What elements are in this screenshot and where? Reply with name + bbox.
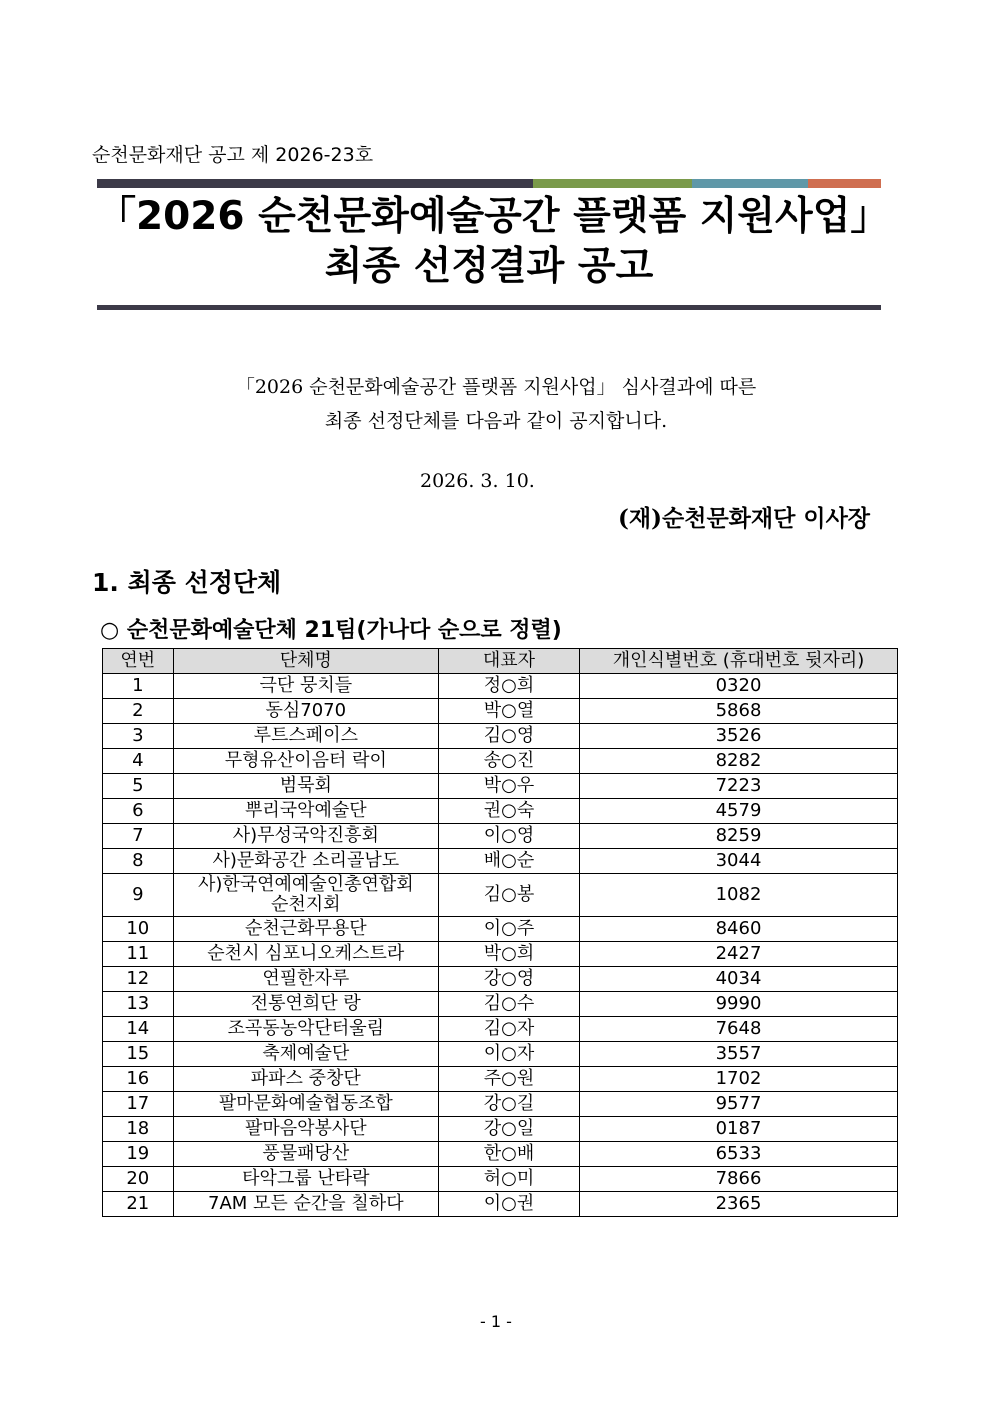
cell-name: [173, 1017, 438, 1042]
cell-rep: 김○자: [438, 1017, 579, 1042]
cell-id: 7223: [580, 774, 898, 799]
cell-name: [173, 849, 438, 874]
cell-name: [173, 917, 438, 942]
cell-id: 4579: [580, 799, 898, 824]
cell-name: [173, 1167, 438, 1192]
cell-id: 2427: [580, 942, 898, 967]
notice-number: 순천문화재단 공고 제 2026-23호: [92, 144, 374, 166]
table-row: [103, 1067, 898, 1092]
cell-no: 18: [103, 1117, 174, 1142]
cell-name: [173, 824, 438, 849]
cell-rep: 박○희: [438, 942, 579, 967]
cell-name-line: 전통연희단 랑: [250, 993, 361, 1014]
cell-no: 9: [103, 874, 174, 917]
table-row: [103, 1117, 898, 1142]
cell-rep: 김○수: [438, 992, 579, 1017]
cell-id: 1082: [580, 874, 898, 917]
cell-no: 6: [103, 799, 174, 824]
cell-name: [173, 874, 438, 917]
table-row: [103, 1142, 898, 1167]
cell-name-line: 타악그룹 난타락: [242, 1168, 370, 1189]
cell-no: 20: [103, 1167, 174, 1192]
title-line-2: 최종 선정결과 공고: [324, 244, 654, 289]
cell-id: 9577: [580, 1092, 898, 1117]
cell-name: [173, 1092, 438, 1117]
header-id: 개인식별번호 (휴대번호 뒷자리): [580, 649, 898, 674]
notice-date: 2026. 3. 10.: [420, 470, 535, 492]
cell-name-line: 파파스 중창단: [250, 1068, 361, 1089]
table-row: [103, 824, 898, 849]
cell-rep: 주○원: [438, 1067, 579, 1092]
cell-id: 0320: [580, 674, 898, 699]
cell-rep: 강○일: [438, 1117, 579, 1142]
cell-rep: 배○순: [438, 849, 579, 874]
table-row: [103, 799, 898, 824]
cell-id: 8282: [580, 749, 898, 774]
cell-rep: 권○숙: [438, 799, 579, 824]
color-bar-segment-1: [97, 179, 533, 188]
cell-no: 8: [103, 849, 174, 874]
cell-name: [173, 799, 438, 824]
cell-id: 7866: [580, 1167, 898, 1192]
cell-id: 9990: [580, 992, 898, 1017]
cell-name: [173, 1192, 438, 1217]
table-row: [103, 992, 898, 1017]
cell-name: [173, 774, 438, 799]
cell-no: 10: [103, 917, 174, 942]
cell-id: 2365: [580, 1192, 898, 1217]
cell-id: 8460: [580, 917, 898, 942]
cell-name-line: 축제예술단: [262, 1043, 350, 1064]
section-heading: 1. 최종 선정단체: [92, 568, 282, 597]
cell-id: 3557: [580, 1042, 898, 1067]
cell-name: [173, 967, 438, 992]
cell-id: 4034: [580, 967, 898, 992]
cell-name-line: 범묵회: [279, 775, 332, 796]
color-bar-segment-4: [808, 179, 881, 188]
table-row: [103, 749, 898, 774]
cell-name: [173, 942, 438, 967]
cell-no: 13: [103, 992, 174, 1017]
cell-name-line: 순천근화무용단: [244, 918, 367, 939]
cell-no: 2: [103, 699, 174, 724]
cell-id: 5868: [580, 699, 898, 724]
header-name: 단체명: [173, 649, 438, 674]
table-row: [103, 724, 898, 749]
cell-rep: 김○봉: [438, 874, 579, 917]
cell-no: 17: [103, 1092, 174, 1117]
cell-rep: 송○진: [438, 749, 579, 774]
cell-no: 7: [103, 824, 174, 849]
table-row: [103, 874, 898, 917]
table-row: [103, 1017, 898, 1042]
cell-rep: 이○자: [438, 1042, 579, 1067]
cell-rep: 박○열: [438, 699, 579, 724]
cell-name-line: 7AM 모든 순간을 칠하다: [208, 1193, 404, 1214]
cell-no: 4: [103, 749, 174, 774]
cell-no: 3: [103, 724, 174, 749]
cell-name-line: 팔마음악봉사단: [244, 1118, 367, 1139]
cell-id: 3044: [580, 849, 898, 874]
page-title: [97, 192, 890, 292]
cell-name-line: 팔마문화예술협동조합: [218, 1093, 393, 1114]
table-row: [103, 1092, 898, 1117]
cell-name-line: 루트스페이스: [253, 725, 358, 746]
color-bar-segment-3: [692, 179, 808, 188]
table-body: [103, 674, 898, 1217]
cell-name: [173, 1067, 438, 1092]
title-color-bar: [97, 179, 881, 188]
cell-no: 21: [103, 1192, 174, 1217]
cell-name-line: 동심7070: [265, 700, 347, 721]
header-rep: 대표자: [438, 649, 579, 674]
cell-no: 12: [103, 967, 174, 992]
cell-rep: 강○길: [438, 1092, 579, 1117]
cell-name: [173, 992, 438, 1017]
cell-id: 7648: [580, 1017, 898, 1042]
cell-no: 14: [103, 1017, 174, 1042]
cell-name-line: 사)무성국악진흥회: [232, 825, 379, 846]
cell-name-line: 무형유산이음터 락이: [224, 750, 387, 771]
cell-name: [173, 749, 438, 774]
cell-no: 5: [103, 774, 174, 799]
cell-no: 11: [103, 942, 174, 967]
table-row: [103, 967, 898, 992]
cell-name-line: 사)한국연예예술인총연합회: [197, 874, 414, 895]
cell-id: 0187: [580, 1117, 898, 1142]
cell-name: [173, 1042, 438, 1067]
cell-name-line: 풍물패당산: [262, 1143, 350, 1164]
cell-rep: 이○영: [438, 824, 579, 849]
selection-table: [102, 648, 898, 1217]
header-no: 연번: [103, 649, 174, 674]
cell-rep: 김○영: [438, 724, 579, 749]
cell-name: [173, 724, 438, 749]
table-row: [103, 917, 898, 942]
signer: (재)순천문화재단 이사장: [618, 505, 870, 532]
cell-name: [173, 674, 438, 699]
cell-no: 15: [103, 1042, 174, 1067]
cell-rep: 강○영: [438, 967, 579, 992]
cell-rep: 이○주: [438, 917, 579, 942]
cell-no: 1: [103, 674, 174, 699]
table-row: [103, 1192, 898, 1217]
table-row: [103, 942, 898, 967]
cell-name-line: 사)문화공간 소리골남도: [212, 850, 400, 871]
cell-id: 1702: [580, 1067, 898, 1092]
page-number: - 1 -: [480, 1312, 512, 1331]
cell-name: [173, 699, 438, 724]
intro-paragraph: [0, 370, 992, 438]
table-row: [103, 1042, 898, 1067]
cell-name-line: 순천시 심포니오케스트라: [207, 943, 405, 964]
cell-no: 19: [103, 1142, 174, 1167]
cell-id: 3526: [580, 724, 898, 749]
subsection-heading: ○ 순천문화예술단체 21팀(가나다 순으로 정렬): [100, 618, 562, 643]
table-row: [103, 849, 898, 874]
cell-rep: 이○권: [438, 1192, 579, 1217]
table-row: [103, 1167, 898, 1192]
table-row: [103, 699, 898, 724]
cell-no: 16: [103, 1067, 174, 1092]
intro-line-1: 「2026 순천문화예술공간 플랫폼 지원사업」 심사결과에 따른: [235, 376, 757, 398]
cell-name-line: 조곡동농악단터울림: [227, 1018, 385, 1039]
cell-name: [173, 1117, 438, 1142]
table-row: [103, 674, 898, 699]
title-bottom-rule: [97, 305, 881, 310]
cell-rep: 한○배: [438, 1142, 579, 1167]
title-line-1: 「2026 순천문화예술공간 플랫폼 지원사업」: [97, 194, 890, 239]
intro-line-2: 최종 선정단체를 다음과 같이 공지합니다.: [324, 410, 668, 432]
cell-name-line: 뿌리국악예술단: [244, 800, 367, 821]
cell-id: 8259: [580, 824, 898, 849]
color-bar-segment-2: [533, 179, 692, 188]
cell-rep: 정○희: [438, 674, 579, 699]
cell-id: 6533: [580, 1142, 898, 1167]
cell-name: [173, 1142, 438, 1167]
table-header-row: [103, 649, 898, 674]
cell-name-line: 연필한자루: [262, 968, 350, 989]
cell-rep: 허○미: [438, 1167, 579, 1192]
cell-name-line: 극단 뭉치들: [259, 675, 353, 696]
table-row: [103, 774, 898, 799]
cell-rep: 박○우: [438, 774, 579, 799]
cell-name-line-2: 순천지회: [271, 894, 341, 915]
